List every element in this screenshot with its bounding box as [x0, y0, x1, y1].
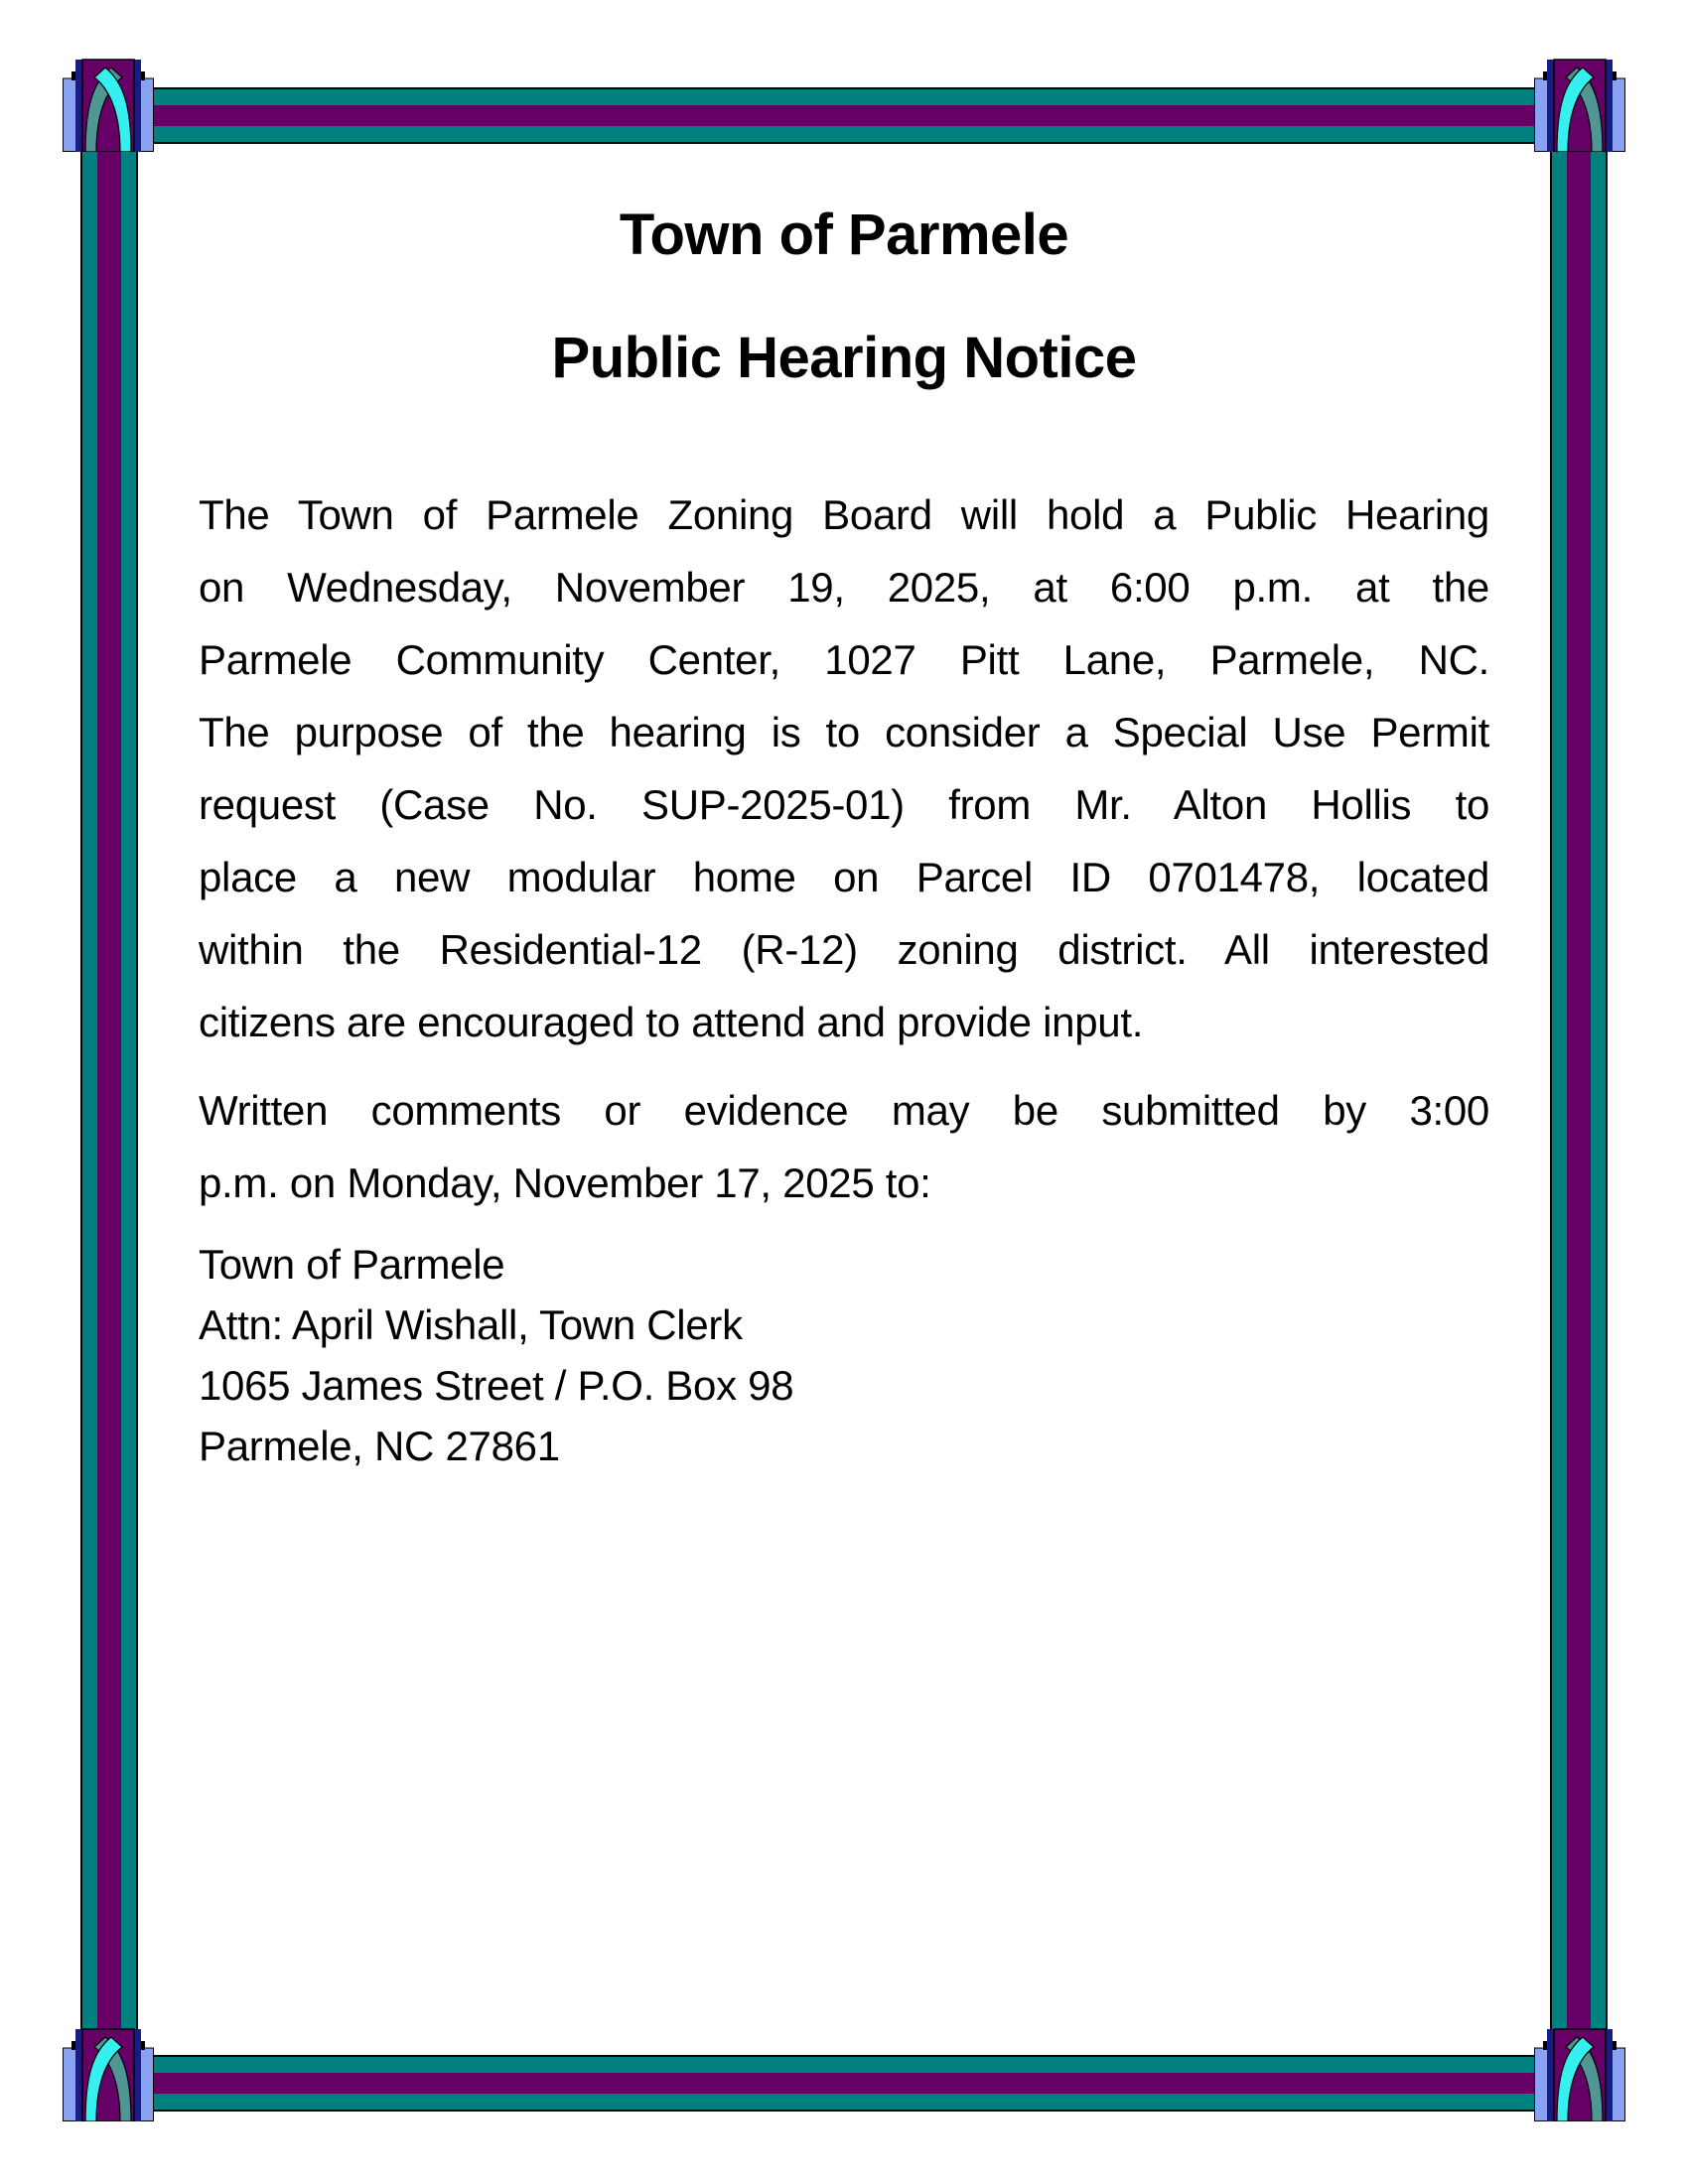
text-line: request (Case No. SUP-2025-01) from Mr. Alton Hollis to [199, 781, 1489, 828]
address-line: Attn: April Wishall, Town Clerk [199, 1301, 743, 1348]
corner-ornament-top-left [63, 59, 154, 152]
text-line: The purpose of the hearing is to consider a Special Use Permit [199, 709, 1489, 755]
border-stripe-teal [152, 2094, 1534, 2110]
border-bar-bottom [152, 2055, 1534, 2112]
border-bar-left [80, 150, 138, 2030]
border-stripe-teal [152, 126, 1534, 142]
text-line: The Town of Parmele Zoning Board will hold a Public Hearing [199, 491, 1489, 538]
notice-paragraph-main [199, 478, 1489, 1058]
corner-ornament-bottom-left [63, 2028, 154, 2121]
corner-ornament-bottom-right [1534, 2028, 1625, 2121]
text-line: Parmele Community Center, 1027 Pitt Lane, Parmele, NC. [199, 636, 1489, 683]
gothic-arch-icon [63, 59, 154, 152]
border-stripe-teal [152, 2057, 1534, 2073]
text-line: citizens are encouraged to attend and provide input. [199, 999, 1144, 1045]
address-line: Town of Parmele [199, 1241, 505, 1288]
border-stripe-teal [1552, 150, 1567, 2030]
border-stripe-purple [1567, 150, 1591, 2030]
border-stripe-purple [152, 2073, 1534, 2093]
border-stripe-teal [82, 150, 97, 2030]
document-subtitle: Public Hearing Notice [551, 326, 1137, 390]
corner-ornament-top-right [1534, 59, 1625, 152]
border-stripe-teal [1591, 150, 1606, 2030]
text-line: within the Residential-12 (R-12) zoning district. All interested [199, 926, 1489, 973]
text-line: place a new modular home on Parcel ID 0701478, located [199, 854, 1489, 900]
gothic-arch-icon [63, 2028, 154, 2121]
border-stripe-purple [152, 105, 1534, 125]
border-stripe-teal [121, 150, 136, 2030]
address-line: Parmele, NC 27861 [199, 1423, 560, 1469]
border-stripe-teal [152, 89, 1534, 105]
border-stripe-purple [97, 150, 121, 2030]
text-line: on Wednesday, November 19, 2025, at 6:00 p.m. at the [199, 564, 1489, 611]
text-line: p.m. on Monday, November 17, 2025 to: [199, 1160, 931, 1206]
gothic-arch-icon [1534, 2028, 1625, 2121]
border-bar-top [152, 87, 1534, 144]
border-bar-right [1550, 150, 1608, 2030]
notice-paragraph-comments [199, 1074, 1489, 1219]
document-title: Town of Parmele [619, 203, 1069, 267]
text-line: Written comments or evidence may be submitted by 3:00 [199, 1087, 1489, 1134]
address-block [199, 1234, 1489, 1476]
address-line: 1065 James Street / P.O. Box 98 [199, 1362, 794, 1409]
gothic-arch-icon [1534, 59, 1625, 152]
